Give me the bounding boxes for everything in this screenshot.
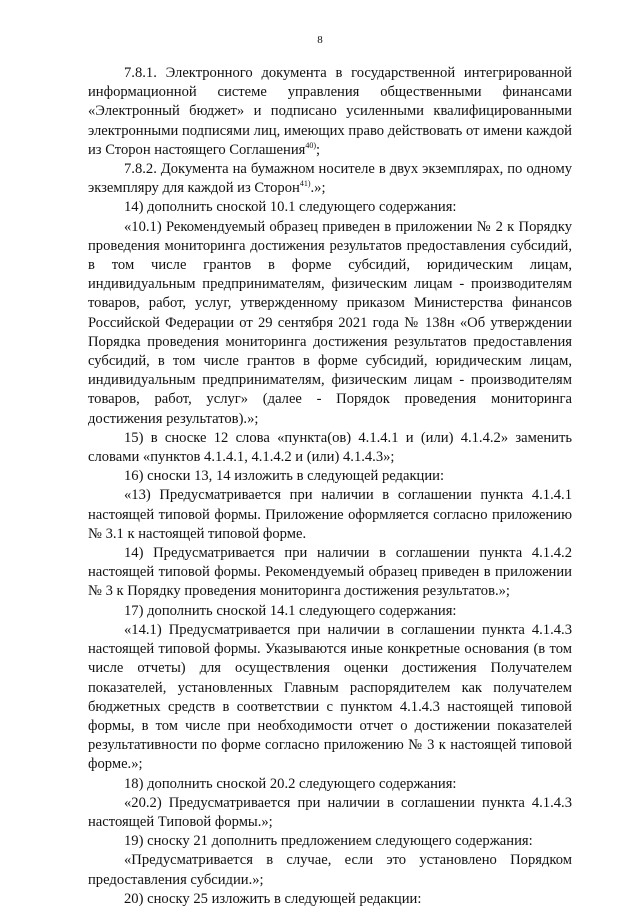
- amendment-item-19: 19) сноску 21 дополнить предложением следующего содержания:: [124, 833, 533, 850]
- amendment-item-16: 16) сноски 13, 14 изложить в следующей редакции:: [124, 468, 445, 485]
- footnote-14-text: 14) Предусматривается при наличии в соглашении пункта 4.1.4.2 настоящей типовой формы. Рекомендуемый образец приведен в приложении № 3 к Порядку проведения мониторинга достижения результатов.»;: [88, 545, 572, 600]
- page-number: 8: [317, 34, 323, 46]
- amendment-item-17: 17) дополнить сноской 14.1 следующего содержания:: [124, 602, 457, 619]
- footnote-10-1-text: «10.1) Рекомендуемый образец приведен в приложении № 2 к Порядку проведения мониторинга достижения результатов предоставления субсидий, в том числе грантов в форме субсидий, юридическим лицам, индивидуальным предпринимателям, физическим лицам - производителям товаров, работ, услуг, утвержденному приказом Министерства финансов Российской Федерации от 29 сентября 2021 года № 138н «Об утверждении Порядка проведения мониторинга достижения результатов предоставления субсидий, в том числе грантов в форме субсидий, юридическим лицам, индивидуальным предпринимателям, физическим лицам - производителям товаров, работ, услуг» (далее - Порядок проведения мониторинга достижения результатов).»;: [88, 218, 572, 427]
- amendment-item-20: 20) сноску 25 изложить в следующей редакции:: [124, 890, 422, 907]
- footnote-21-addition: «Предусматривается в случае, если это установлено Порядком предоставления субсидии.»;: [88, 852, 572, 888]
- paragraph-7-8-2: 7.8.2. Документа на бумажном носителе в двух экземплярах, по одному экземпляру для каждой из Сторон$^{41)}$.»;: [88, 161, 572, 197]
- footnote-13-text: «13) Предусматривается при наличии в соглашении пункта 4.1.4.1 настоящей типовой формы. Приложение оформляется согласно приложению № 3.1 к настоящей типовой форме.: [88, 487, 572, 542]
- footnote-ref-40: 40): [305, 140, 317, 150]
- footnote-14-1-text: «14.1) Предусматривается при наличии в соглашении пункта 4.1.4.3 настоящей типовой формы. Указываются иные конкретные основания (в том числе отчеты) для осуществления оценки достижения Получателем показателей, установленных Главным распорядителем как получателем бюджетных средств в соответствии с пунктом 4.1.4.3 настоящей типовой формы, в том числе при необходимости отчет о достижении показателей результативности по форме согласно приложению № 3 к настоящей типовой форме.»;: [88, 621, 572, 773]
- amendment-item-14: 14) дополнить сноской 10.1 следующего содержания:: [124, 199, 457, 216]
- paragraph-7-8-1: 7.8.1. Электронного документа в государственной интегрированной информационной системе управления общественными финансами «Электронный бюджет» и подписано усиленными квалифицированными электронными подписями лиц, имеющих право действовать от имени каждой из Сторон настоящего Соглашения$^{40)}$;: [88, 65, 572, 158]
- footnote-20-2-text: «20.2) Предусматривается при наличии в соглашении пункта 4.1.4.3 настоящей Типовой формы.»;: [88, 794, 572, 830]
- amendment-item-18: 18) дополнить сноской 20.2 следующего содержания:: [124, 775, 457, 792]
- footnote-ref-41: 41): [299, 179, 311, 189]
- amendment-item-15: 15) в сноске 12 слова «пункта(ов) 4.1.4.1 и (или) 4.1.4.2» заменить словами «пунктов 4.1.4.1, 4.1.4.2 и (или) 4.1.4.3»;: [88, 429, 572, 466]
- document-body: [88, 64, 572, 909]
